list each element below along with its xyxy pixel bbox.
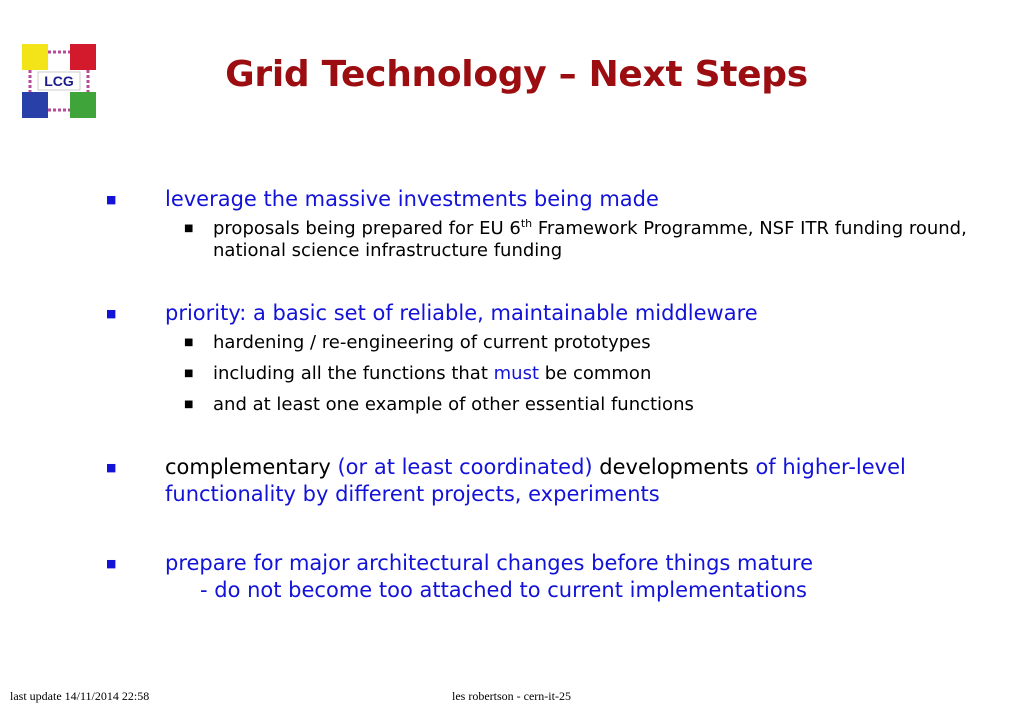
sub-bullet-item: ■ proposals being prepared for EU 6th Framework Programme, NSF ITR funding round, national science infrastructure funding xyxy=(184,217,967,261)
bullet-item: ■ complementary (or at least coordinated) developments of higher-level functionality by different projects, experiments xyxy=(106,455,906,506)
bullet-item xyxy=(100,300,990,327)
sub-bullet-item: ■ and at least one example of other essential functions xyxy=(184,394,694,415)
square-bullet-icon: ■ xyxy=(106,557,117,570)
square-bullet-icon: ■ xyxy=(106,307,117,320)
sub-bullet-item: ■ hardening / re-engineering of current prototypes xyxy=(184,332,651,353)
square-bullet-icon: ■ xyxy=(184,368,194,379)
bullet-text: priority: a basic set of reliable, maintainable middleware xyxy=(165,301,758,325)
bullet-item xyxy=(100,186,990,213)
square-bullet-icon: ■ xyxy=(106,193,117,206)
square-bullet-icon: ■ xyxy=(106,461,117,474)
square-bullet-icon: ■ xyxy=(184,399,194,410)
sub-bullet-item: ■ including all the functions that must be common xyxy=(184,363,652,384)
slide-title: Grid Technology – Next Steps xyxy=(225,54,808,95)
bullet-list xyxy=(100,186,990,604)
footer-last-update: last update 14/11/2014 22:58 xyxy=(10,689,150,703)
logo-text: LCG xyxy=(44,73,74,89)
square-bullet-icon: ■ xyxy=(184,337,194,348)
footer-author: les robertson - cern-it-25 xyxy=(452,689,571,703)
bullet-text: leverage the massive investments being made xyxy=(165,187,659,211)
square-bullet-icon: ■ xyxy=(184,223,194,234)
bullet-item: ■ prepare for major architectural changes before things mature - do not become too attached to current implementations xyxy=(106,551,813,602)
